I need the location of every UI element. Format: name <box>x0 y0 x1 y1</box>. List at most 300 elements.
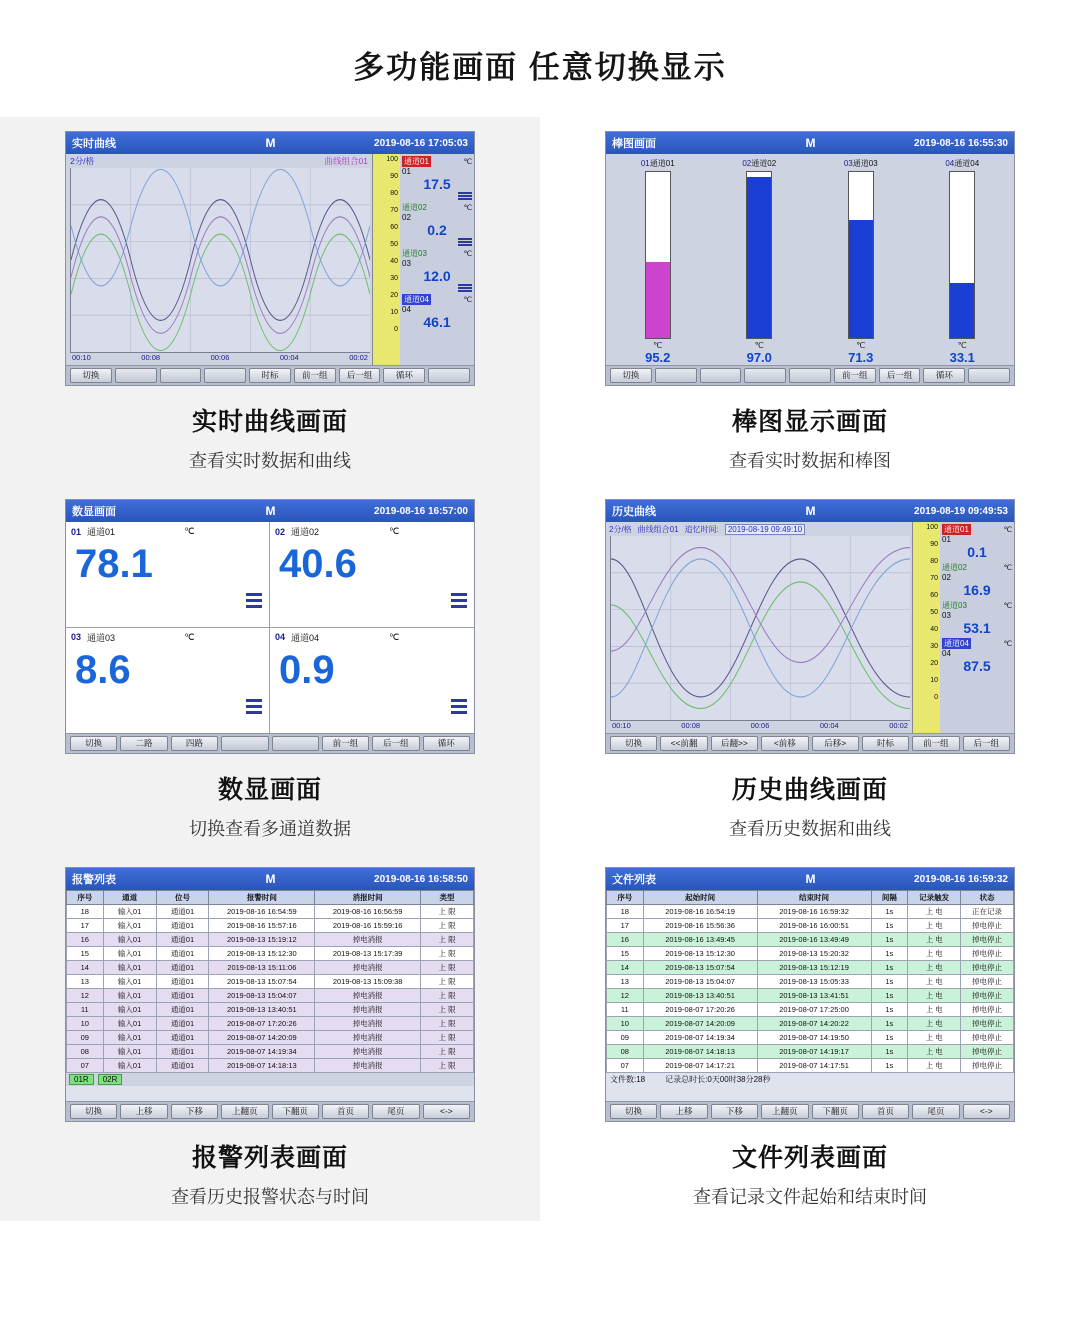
bar-indicator-icon <box>451 699 467 717</box>
status-badge[interactable]: 02R <box>98 1074 123 1085</box>
file-summary <box>606 1073 1014 1086</box>
table-header-row <box>67 891 474 905</box>
bar-column[interactable] <box>608 158 708 365</box>
softkey-page-forward[interactable]: 后翻>> <box>711 736 758 751</box>
cell-trigger: 上 电 <box>908 989 961 1003</box>
cell-status: 掉电停止 <box>961 919 1014 933</box>
panel-alarm-list <box>0 853 540 1221</box>
softkey-page-down[interactable]: 下翻页 <box>272 1104 319 1119</box>
cell-type: 上 限 <box>421 919 474 933</box>
cell-tag: 通道01 <box>156 919 209 933</box>
cell-index: 10 <box>67 1017 104 1031</box>
softkey-next-group[interactable]: 后一组 <box>339 368 381 383</box>
channel-block[interactable] <box>942 638 1012 674</box>
time-tick: 00:08 <box>141 353 161 362</box>
button-bar <box>66 365 474 385</box>
softkey-move-up[interactable]: 上移 <box>660 1104 707 1119</box>
softkey-page-down[interactable]: 下翻页 <box>812 1104 859 1119</box>
softkey-move-down[interactable]: 下移 <box>171 1104 218 1119</box>
bar-track <box>645 171 671 339</box>
cell-channel: 输入01 <box>103 905 156 919</box>
cell-start-time: 2019-08-13 13:40:51 <box>643 989 757 1003</box>
softkey-page-up[interactable]: 上翻页 <box>221 1104 268 1119</box>
axis-tick: 100 <box>386 156 398 163</box>
cell-start-time: 2019-08-07 14:17:21 <box>643 1059 757 1073</box>
panel-caption-sub: 查看实时数据和曲线 <box>189 451 351 471</box>
softkey-first-page[interactable]: 首页 <box>862 1104 909 1119</box>
cell-index: 09 <box>67 1031 104 1045</box>
softkey-two-channel[interactable]: 二路 <box>120 736 167 751</box>
channel-number: 04 <box>942 649 951 658</box>
cell-tag: 通道01 <box>156 961 209 975</box>
panel-realtime-trend <box>0 117 540 485</box>
digital-cell[interactable] <box>66 522 270 628</box>
history-recall-label: 追忆时间: <box>684 524 719 534</box>
softkey-timemark[interactable]: 时标 <box>862 736 909 751</box>
softkey-switch[interactable]: 切换 <box>70 736 117 751</box>
axis-tick: 50 <box>930 609 938 616</box>
titlebar-title: 实时曲线 <box>72 138 116 150</box>
digital-unit: ℃ <box>389 526 400 536</box>
col-clear-time: 消报时间 <box>315 891 421 905</box>
cell-end-time: 2019-08-13 15:20:32 <box>757 947 871 961</box>
col-status: 状态 <box>961 891 1014 905</box>
channel-unit: ℃ <box>463 295 472 304</box>
cell-trigger: 上 电 <box>908 933 961 947</box>
cell-end-time: 2019-08-07 14:19:17 <box>757 1045 871 1059</box>
device-screen-alarm <box>65 867 475 1122</box>
cell-alarm-time: 2019-08-13 15:07:54 <box>209 975 315 989</box>
softkey-switch[interactable]: 切换 <box>70 368 112 383</box>
bar-indicator-icon <box>246 699 262 717</box>
brand-logo-icon: M <box>805 872 815 886</box>
cell-clear-time: 掉电消报 <box>315 961 421 975</box>
panel-caption-title: 棒图显示画面 <box>731 408 888 436</box>
cell-interval: 1s <box>871 989 908 1003</box>
time-tick: 00:04 <box>819 721 839 730</box>
cell-index: 08 <box>67 1045 104 1059</box>
channel-number: 01 <box>942 535 951 544</box>
softkey-page-back[interactable]: <<前翻 <box>660 736 707 751</box>
softkey-blank[interactable] <box>115 368 157 383</box>
cell-type: 上 限 <box>421 1003 474 1017</box>
table-row[interactable] <box>607 1059 1014 1073</box>
digital-unit: ℃ <box>184 631 195 642</box>
file-total-duration: 记录总时长:0天00时38分28秒 <box>665 1075 771 1084</box>
channel-unit: ℃ <box>1003 525 1012 534</box>
softkey-blank[interactable] <box>160 368 202 383</box>
time-tick: 00:02 <box>889 721 908 730</box>
cell-clear-time: 2019-08-13 15:09:38 <box>315 975 421 989</box>
channel-unit: ℃ <box>1003 563 1012 572</box>
cell-trigger: 上 电 <box>908 947 961 961</box>
bar-track <box>848 171 874 339</box>
cell-tag: 通道01 <box>156 1003 209 1017</box>
axis-tick: 0 <box>934 694 938 701</box>
channel-number: 03 <box>402 259 411 268</box>
cell-status: 掉电停止 <box>961 975 1014 989</box>
cell-index: 09 <box>607 1031 644 1045</box>
channel-number: 01 <box>402 167 411 176</box>
cell-tag: 通道01 <box>156 1031 209 1045</box>
cell-index: 15 <box>67 947 104 961</box>
file-table <box>606 890 1014 1073</box>
digital-name: 通道04 <box>291 632 320 643</box>
table-row[interactable] <box>607 961 1014 975</box>
cell-interval: 1s <box>871 1045 908 1059</box>
softkey-switch[interactable]: 切换 <box>610 368 652 383</box>
trend-scale-label: 2分/格 <box>70 156 95 166</box>
softkey-blank[interactable] <box>221 736 268 751</box>
cell-trigger: 上 电 <box>908 919 961 933</box>
titlebar-datetime: 2019-08-19 09:49:53 <box>914 505 1008 517</box>
history-body <box>606 522 1014 733</box>
table-row[interactable] <box>607 1045 1014 1059</box>
channel-name: 通道03 <box>942 601 967 610</box>
channel-block[interactable] <box>942 524 1012 560</box>
cell-alarm-time: 2019-08-07 17:20:26 <box>209 1017 315 1031</box>
cell-channel: 输入01 <box>103 947 156 961</box>
cell-index: 13 <box>607 975 644 989</box>
page-title: 多功能画面 任意切换显示 <box>353 50 727 85</box>
digital-name: 通道02 <box>291 527 320 537</box>
softkey-first-page[interactable]: 首页 <box>322 1104 369 1119</box>
table-row[interactable] <box>607 919 1014 933</box>
table-row[interactable] <box>607 975 1014 989</box>
cell-tag: 通道01 <box>156 989 209 1003</box>
cell-start-time: 2019-08-07 14:18:13 <box>643 1045 757 1059</box>
bar-unit: ℃ <box>957 341 967 350</box>
table-row[interactable] <box>67 919 474 933</box>
digital-unit: ℃ <box>389 631 400 642</box>
softkey-blank[interactable] <box>428 368 470 383</box>
bar-name: 通道04 <box>954 159 980 168</box>
time-tick: 00:02 <box>349 353 368 362</box>
button-bar <box>66 733 474 753</box>
cell-clear-time: 掉电消报 <box>315 1017 421 1031</box>
cell-channel: 输入01 <box>103 1031 156 1045</box>
table-row[interactable] <box>67 1031 474 1045</box>
digital-value: 8.6 <box>75 647 131 692</box>
softkey-next-group[interactable]: 后一组 <box>372 736 419 751</box>
col-interval: 间隔 <box>871 891 908 905</box>
alarm-status-chips <box>66 1073 474 1086</box>
channel-block[interactable] <box>402 156 472 200</box>
table-row[interactable] <box>607 933 1014 947</box>
table-row[interactable] <box>67 1045 474 1059</box>
axis-tick: 10 <box>390 309 398 316</box>
brand-logo-icon: M <box>265 136 275 150</box>
table-row[interactable] <box>67 947 474 961</box>
cell-type: 上 限 <box>421 1045 474 1059</box>
cell-end-time: 2019-08-13 13:41:51 <box>757 989 871 1003</box>
history-plot-area[interactable] <box>606 522 912 733</box>
softkey-cycle[interactable]: 循环 <box>383 368 425 383</box>
axis-tick: 40 <box>390 258 398 265</box>
softkey-switch[interactable]: 切换 <box>610 736 657 751</box>
titlebar-datetime: 2019-08-16 17:05:03 <box>374 137 468 149</box>
panel-caption-title: 实时曲线画面 <box>191 408 348 436</box>
digital-value: 0.9 <box>279 647 335 692</box>
panel-caption-title: 报警列表画面 <box>191 1144 348 1172</box>
cell-type: 上 限 <box>421 989 474 1003</box>
channel-name: 通道04 <box>944 639 969 648</box>
softkey-timemark[interactable]: 时标 <box>249 368 291 383</box>
softkey-last-page[interactable]: 尾页 <box>912 1104 959 1119</box>
cell-index: 17 <box>607 919 644 933</box>
cell-index: 18 <box>607 905 644 919</box>
panel-caption-title: 历史曲线画面 <box>731 776 888 804</box>
cell-interval: 1s <box>871 919 908 933</box>
softkey-next-group[interactable]: 后一组 <box>963 736 1010 751</box>
table-row[interactable] <box>67 975 474 989</box>
axis-tick: 10 <box>930 677 938 684</box>
cell-trigger: 上 电 <box>908 1003 961 1017</box>
cell-channel: 输入01 <box>103 1003 156 1017</box>
cell-type: 上 限 <box>421 1059 474 1073</box>
channel-unit: ℃ <box>463 249 472 258</box>
panel-caption-sub: 查看记录文件起始和结束时间 <box>693 1187 927 1207</box>
cell-index: 07 <box>67 1059 104 1073</box>
channel-name: 通道01 <box>404 157 429 166</box>
table-row[interactable] <box>607 1017 1014 1031</box>
cell-index: 13 <box>67 975 104 989</box>
cell-tag: 通道01 <box>156 1059 209 1073</box>
softkey-next-group[interactable]: 后一组 <box>879 368 921 383</box>
channel-block[interactable] <box>942 600 1012 636</box>
cell-alarm-time: 2019-08-13 15:04:07 <box>209 989 315 1003</box>
device-screen-realtime <box>65 131 475 386</box>
softkey-prev-group[interactable]: 前一组 <box>294 368 336 383</box>
axis-tick: 90 <box>930 541 938 548</box>
brand-logo-icon: M <box>805 136 815 150</box>
device-screen-filelist <box>605 867 1015 1122</box>
cell-alarm-time: 2019-08-07 14:19:34 <box>209 1045 315 1059</box>
cell-clear-time: 2019-08-16 15:59:16 <box>315 919 421 933</box>
channel-number: 03 <box>942 611 951 620</box>
channel-value: 0.1 <box>967 544 987 560</box>
channel-number: 02 <box>942 573 951 582</box>
cell-clear-time: 掉电消报 <box>315 1045 421 1059</box>
titlebar-datetime: 2019-08-16 16:58:50 <box>374 873 468 885</box>
softkey-blank[interactable] <box>204 368 246 383</box>
table-row[interactable] <box>67 1059 474 1073</box>
softkey-toggle[interactable]: <-> <box>423 1104 470 1119</box>
bar-value: 97.0 <box>746 350 772 365</box>
softkey-blank[interactable] <box>272 736 319 751</box>
history-value-axis <box>912 522 940 733</box>
table-row[interactable] <box>67 1003 474 1017</box>
table-row[interactable] <box>67 933 474 947</box>
digital-cell[interactable] <box>270 628 474 734</box>
softkey-page-up[interactable]: 上翻页 <box>761 1104 808 1119</box>
softkey-blank[interactable] <box>744 368 786 383</box>
softkey-blank[interactable] <box>968 368 1010 383</box>
channel-block[interactable] <box>402 294 472 330</box>
digital-cell[interactable] <box>270 522 474 628</box>
softkey-cycle[interactable]: 循环 <box>423 736 470 751</box>
softkey-last-page[interactable]: 尾页 <box>372 1104 419 1119</box>
status-badge[interactable]: 01R <box>69 1074 94 1085</box>
bar-value: 71.3 <box>848 350 874 365</box>
brand-logo-icon: M <box>265 504 275 518</box>
channel-block[interactable] <box>402 202 472 246</box>
cell-start-time: 2019-08-16 13:49:45 <box>643 933 757 947</box>
panel-caption-sub: 查看实时数据和棒图 <box>729 451 891 471</box>
channel-number: 02 <box>402 213 411 222</box>
col-tag: 位号 <box>156 891 209 905</box>
channel-block[interactable] <box>942 562 1012 598</box>
time-tick: 00:06 <box>750 721 770 730</box>
digital-cell[interactable] <box>66 628 270 734</box>
digital-index: 04 <box>275 632 286 642</box>
cell-status: 掉电停止 <box>961 961 1014 975</box>
cell-tag: 通道01 <box>156 905 209 919</box>
softkey-four-channel[interactable]: 四路 <box>171 736 218 751</box>
channel-panel <box>940 522 1014 733</box>
channel-value: 12.0 <box>423 268 451 284</box>
panel-bar-graph <box>540 117 1080 485</box>
softkey-blank[interactable] <box>789 368 831 383</box>
softkey-cycle[interactable]: 循环 <box>923 368 965 383</box>
device-screen-digital <box>65 499 475 754</box>
bar-value: 95.2 <box>645 350 671 365</box>
cell-trigger: 上 电 <box>908 975 961 989</box>
table-row[interactable] <box>607 1031 1014 1045</box>
cell-end-time: 2019-08-16 16:59:32 <box>757 905 871 919</box>
table-row[interactable] <box>607 989 1014 1003</box>
cell-interval: 1s <box>871 1059 908 1073</box>
channel-value: 46.1 <box>423 314 451 330</box>
table-row[interactable] <box>67 1017 474 1031</box>
softkey-blank[interactable] <box>655 368 697 383</box>
cell-index: 12 <box>607 989 644 1003</box>
cell-status: 掉电停止 <box>961 1059 1014 1073</box>
softkey-prev-group[interactable]: 前一组 <box>834 368 876 383</box>
cell-clear-time: 掉电消报 <box>315 989 421 1003</box>
cell-tag: 通道01 <box>156 1017 209 1031</box>
history-chart <box>610 536 910 721</box>
cell-end-time: 2019-08-13 15:12:19 <box>757 961 871 975</box>
panel-history-trend <box>540 485 1080 853</box>
cell-index: 15 <box>607 947 644 961</box>
cell-tag: 通道01 <box>156 975 209 989</box>
cell-trigger: 上 电 <box>908 1017 961 1031</box>
bar-column[interactable] <box>710 158 810 365</box>
cell-interval: 1s <box>871 933 908 947</box>
table-row[interactable] <box>67 961 474 975</box>
softkey-shift-left[interactable]: <前移 <box>761 736 808 751</box>
bar-unit: ℃ <box>653 341 663 350</box>
cell-channel: 输入01 <box>103 961 156 975</box>
cell-alarm-time: 2019-08-16 16:54:59 <box>209 905 315 919</box>
col-start-time: 起始时间 <box>643 891 757 905</box>
table-row[interactable] <box>607 947 1014 961</box>
bar-index: 03 <box>843 159 853 168</box>
button-bar <box>66 1101 474 1121</box>
history-recall-value[interactable]: 2019-08-19 09:49:10 <box>725 524 805 535</box>
device-screen-history <box>605 499 1015 754</box>
trend-time-axis <box>70 353 370 365</box>
softkey-blank[interactable] <box>700 368 742 383</box>
cell-clear-time: 2019-08-13 15:17:39 <box>315 947 421 961</box>
bar-indicator-icon <box>451 593 467 611</box>
titlebar <box>66 500 474 522</box>
cell-type: 上 限 <box>421 947 474 961</box>
history-time-axis <box>610 721 910 733</box>
bar-index: 02 <box>742 159 752 168</box>
bar-column[interactable] <box>811 158 911 365</box>
time-tick: 00:04 <box>279 353 299 362</box>
table-row[interactable] <box>607 905 1014 919</box>
axis-tick: 80 <box>930 558 938 565</box>
cell-start-time: 2019-08-13 15:07:54 <box>643 961 757 975</box>
titlebar-title: 数显画面 <box>72 506 116 518</box>
titlebar-title: 历史曲线 <box>612 506 656 518</box>
col-end-time: 结束时间 <box>757 891 871 905</box>
softkey-toggle[interactable]: <-> <box>963 1104 1010 1119</box>
cell-alarm-time: 2019-08-13 15:12:30 <box>209 947 315 961</box>
titlebar <box>606 500 1014 522</box>
titlebar-datetime: 2019-08-16 16:59:32 <box>914 873 1008 885</box>
digital-index: 01 <box>71 526 82 537</box>
bar-column[interactable] <box>913 158 1013 365</box>
col-alarm-time: 报警时间 <box>209 891 315 905</box>
axis-tick: 30 <box>930 643 938 650</box>
time-tick: 00:10 <box>612 721 631 730</box>
bar-indicator-icon <box>402 238 472 246</box>
channel-block[interactable] <box>402 248 472 292</box>
cell-interval: 1s <box>871 975 908 989</box>
titlebar-title: 棒图画面 <box>612 138 656 150</box>
file-count: 文件数:18 <box>610 1075 646 1084</box>
time-tick: 00:06 <box>210 353 230 362</box>
cell-index: 16 <box>607 933 644 947</box>
channel-value: 87.5 <box>963 658 991 674</box>
softkey-shift-right[interactable]: 后移> <box>812 736 859 751</box>
cell-alarm-time: 2019-08-13 15:19:12 <box>209 933 315 947</box>
panel-caption-title: 数显画面 <box>217 776 322 804</box>
cell-alarm-time: 2019-08-07 14:18:13 <box>209 1059 315 1073</box>
channel-unit: ℃ <box>1003 639 1012 648</box>
trend-group-label: 曲线组合01 <box>324 156 368 166</box>
axis-tick: 60 <box>930 592 938 599</box>
trend-plot-area[interactable] <box>66 154 372 365</box>
softkey-move-up[interactable]: 上移 <box>120 1104 167 1119</box>
softkey-prev-group[interactable]: 前一组 <box>322 736 369 751</box>
softkey-move-down[interactable]: 下移 <box>711 1104 758 1119</box>
titlebar-title: 报警列表 <box>72 874 116 886</box>
softkey-prev-group[interactable]: 前一组 <box>912 736 959 751</box>
col-index: 序号 <box>607 891 644 905</box>
channel-name: 通道03 <box>402 249 427 258</box>
channel-number: 04 <box>402 305 411 314</box>
bar-index: 04 <box>945 159 955 168</box>
titlebar-datetime: 2019-08-16 16:55:30 <box>914 137 1008 149</box>
cell-end-time: 2019-08-16 13:49:49 <box>757 933 871 947</box>
cell-index: 14 <box>607 961 644 975</box>
brand-logo-icon: M <box>265 872 275 886</box>
table-row[interactable] <box>67 989 474 1003</box>
softkey-switch[interactable]: 切换 <box>610 1104 657 1119</box>
bar-indicator-icon <box>402 284 472 292</box>
softkey-switch[interactable]: 切换 <box>70 1104 117 1119</box>
cell-tag: 通道01 <box>156 1045 209 1059</box>
cell-index: 11 <box>607 1003 644 1017</box>
table-row[interactable] <box>67 905 474 919</box>
cell-alarm-time: 2019-08-13 13:40:51 <box>209 1003 315 1017</box>
table-row[interactable] <box>607 1003 1014 1017</box>
